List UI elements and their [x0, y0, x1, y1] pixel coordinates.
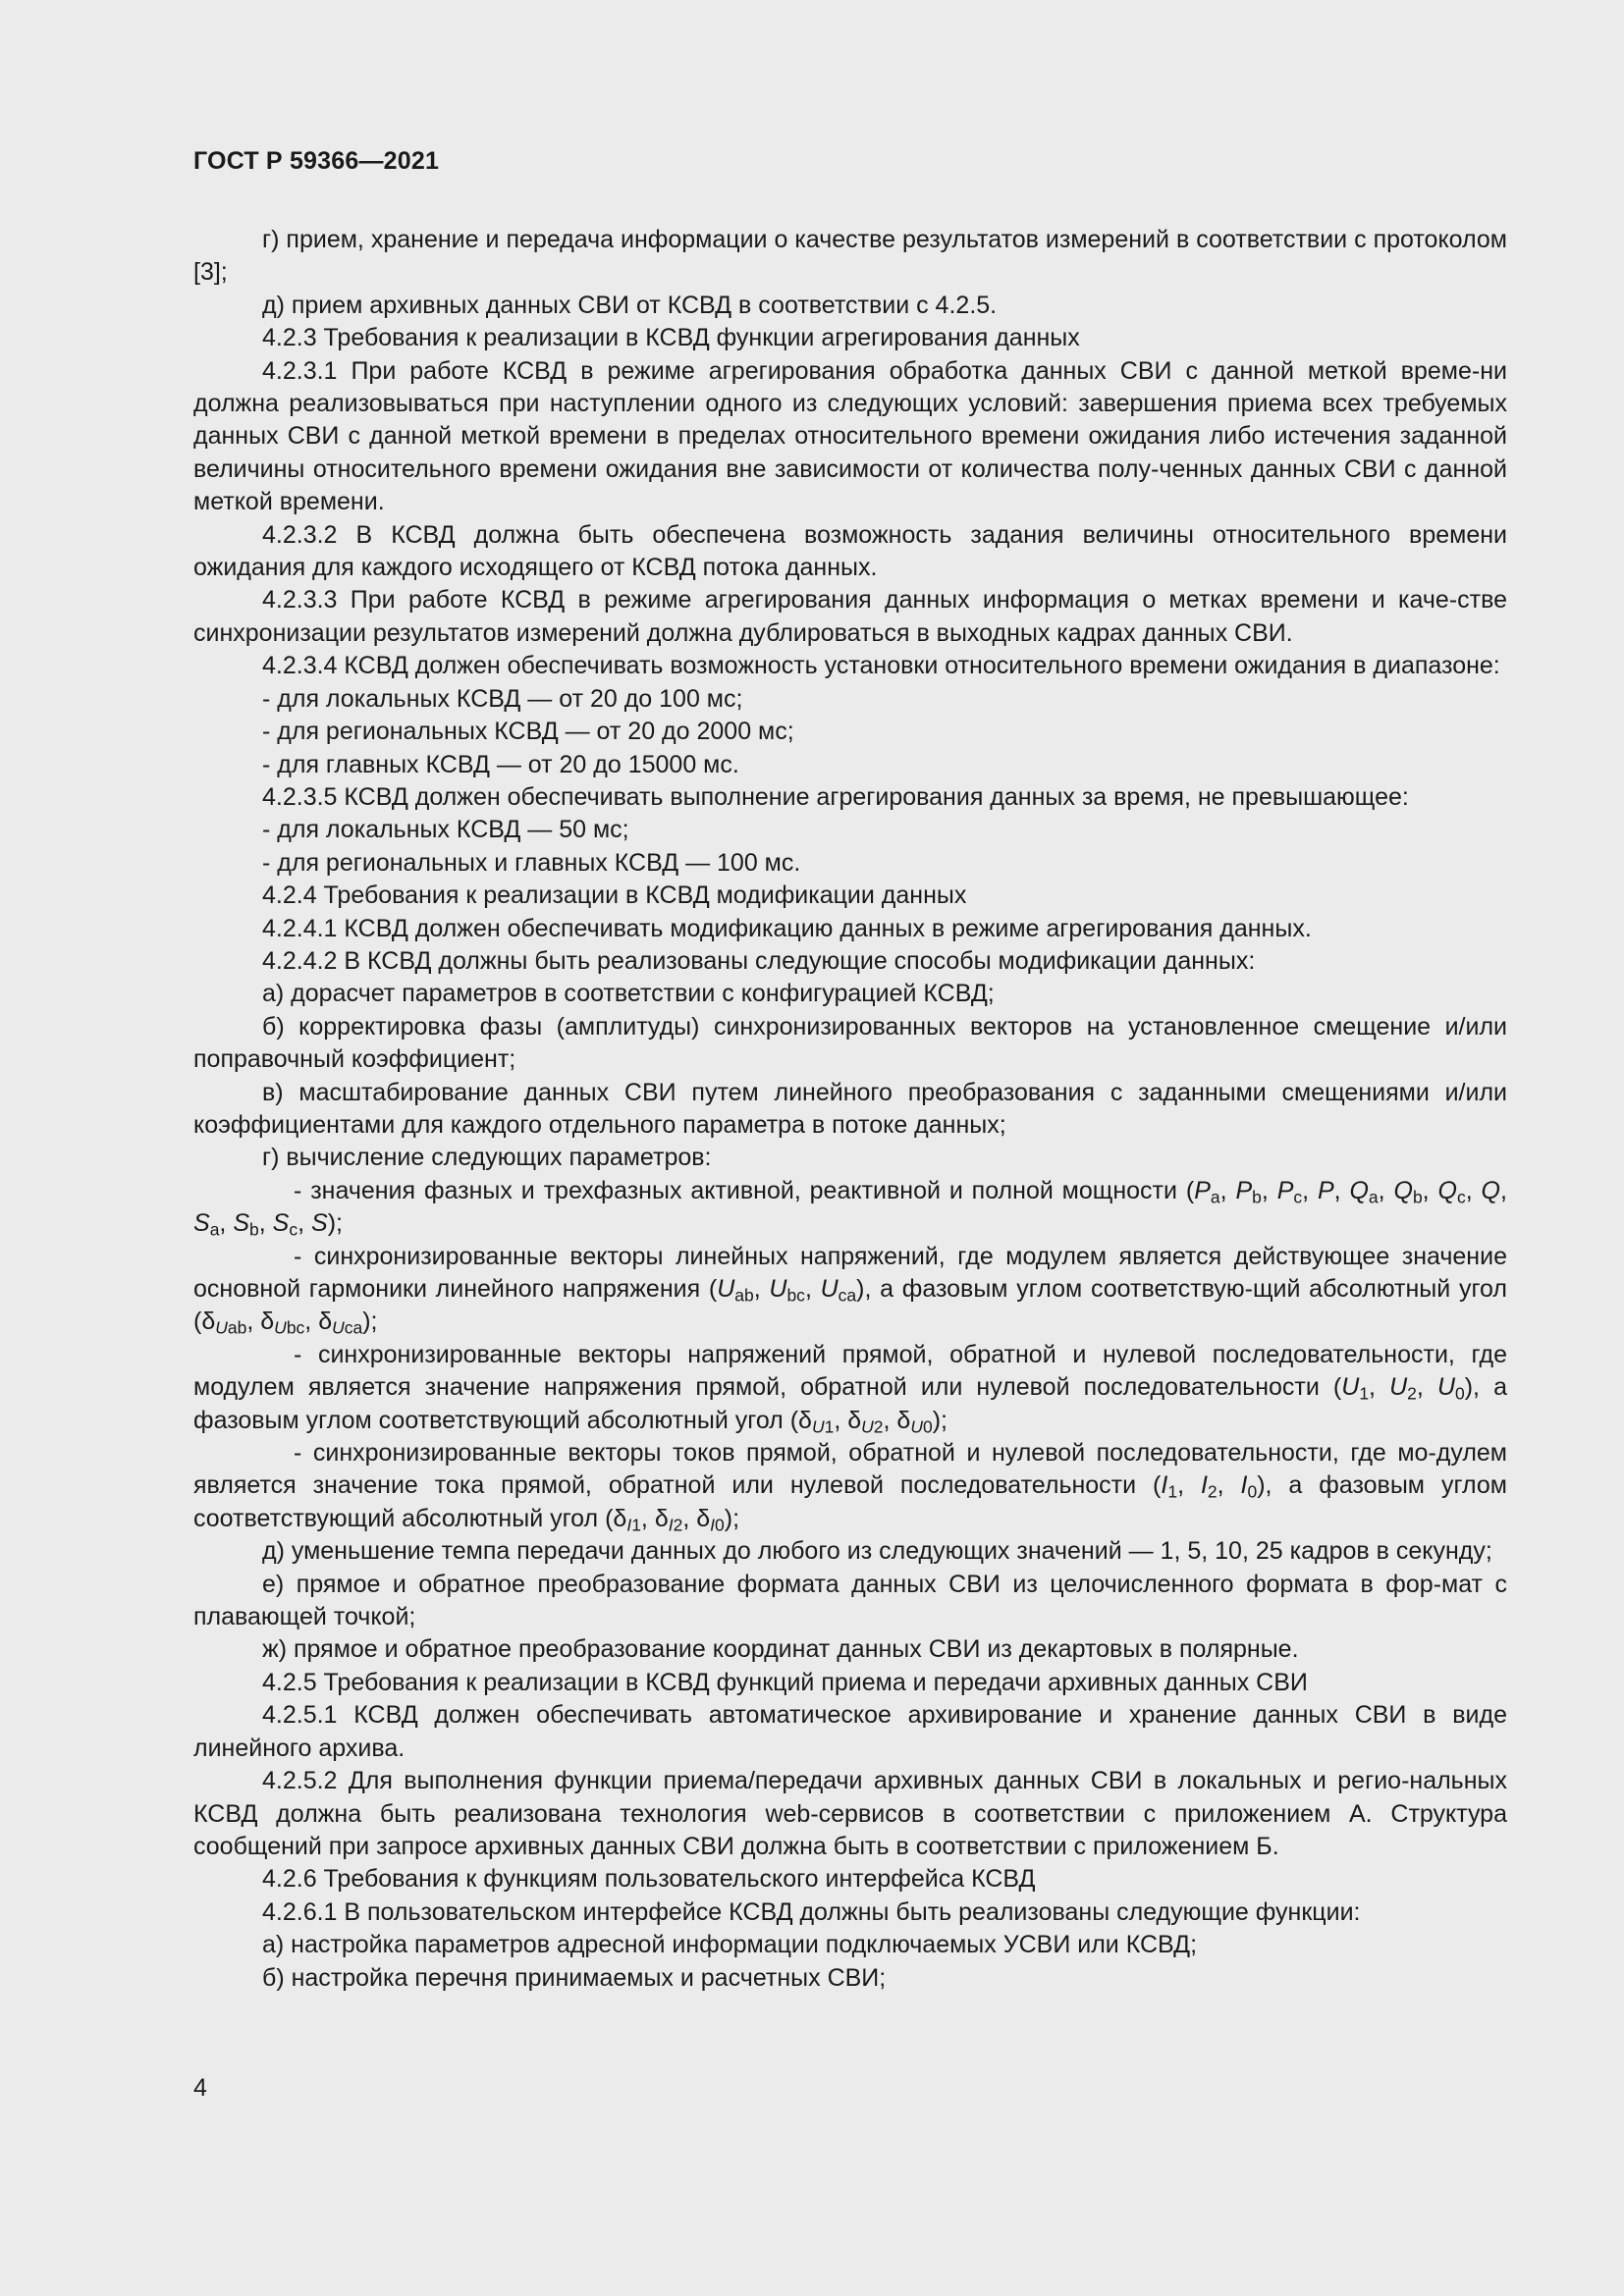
paragraph: 4.2.3.4 КСВД должен обеспечивать возможность установки относительного времени ожидания в диапазоне:	[262, 652, 1500, 680]
paragraph: е) прямое и обратное преобразование формата данных СВИ из целочисленного формата в фор-мат с плавающей точкой;	[193, 1570, 1507, 1631]
paragraph: ж) прямое и обратное преобразование координат данных СВИ из декартовых в полярные.	[262, 1635, 1299, 1664]
paragraph: 4.2.6.1 В пользовательском интерфейсе КСВД должны быть реализованы следующие функции:	[262, 1897, 1361, 1926]
paragraph: 4.2.6 Требования к функциям пользовательского интерфейса КСВД	[262, 1865, 1036, 1894]
document-header: ГОСТ Р 59366—2021	[193, 147, 440, 175]
paragraph: г) прием, хранение и передача информации о качестве результатов измерений в соответствии с протоколом [3];	[193, 226, 1507, 287]
paragraph: б) корректировка фазы (амплитуды) синхронизированных векторов на установленное смещение и/или поправочный коэффициент;	[193, 1012, 1507, 1074]
paragraph: д) уменьшение темпа передачи данных до любого из следующих значений — 1, 5, 10, 25 кадров в секунду;	[262, 1537, 1492, 1566]
paragraph: д) прием архивных данных СВИ от КСВД в соответствии с 4.2.5.	[262, 291, 998, 319]
paragraph: 4.2.4 Требования к реализации в КСВД модификации данных	[262, 881, 967, 910]
document-body	[193, 224, 1507, 1995]
paragraph: б) настройка перечня принимаемых и расчетных СВИ;	[262, 1963, 887, 1992]
paragraph: - для локальных КСВД — 50 мс;	[262, 816, 629, 844]
paragraph: 4.2.3.3 При работе КСВД в режиме агрегирования данных информация о метках времени и каче-стве синхронизации результатов измерений должна дублироваться в выходных кадрах данных СВИ.	[193, 586, 1507, 647]
paragraph: 4.2.5.1 КСВД должен обеспечивать автоматическое архивирование и хранение данных СВИ в виде линейного архива.	[193, 1701, 1507, 1762]
paragraph: 4.2.3.2 В КСВД должна быть обеспечена возможность задания величины относительного времени ожидания для каждого исходящего от КСВД потока данных.	[193, 520, 1507, 582]
paragraph: 4.2.3.5 КСВД должен обеспечивать выполнение агрегирования данных за время, не превышающее:	[262, 782, 1409, 811]
paragraph: 4.2.5.2 Для выполнения функции приема/передачи архивных данных СВИ в локальных и регио-нальных КСВД должна быть реализована технология web-сервисов в соответствии с приложением А. Структура сообщений при запросе архивных данных СВИ должна быть в соответствии с приложением Б.	[193, 1767, 1507, 1860]
paragraph: - синхронизированные векторы токов прямой, обратной и нулевой последовательности, где мо-дулем является значение тока прямой, обратной или нулевой последовательности ($I_1$, $I_2$, $I_0$), а фазовым углом соответствующий абсолютный угол ($\delta_{I1}$, $\delta_{I2}$, $\delta_{I0}$);	[193, 1439, 1507, 1535]
paragraph: в) масштабирование данных СВИ путем линейного преобразования с заданными смещениями и/или коэффициентами для каждого отдельного параметра в потоке данных;	[193, 1078, 1507, 1139]
paragraph: 4.2.3.1 При работе КСВД в режиме агрегирования обработка данных СВИ с данной меткой време-ни должна реализовываться при наступлении одного из следующих условий: завершения приема всех требуемых данных СВИ с данной меткой времени в пределах относительного времени ожидания либо истечения заданной величины относительного времени ожидания вне зависимости от количества полу-ченных данных СВИ с данной меткой времени.	[193, 356, 1507, 516]
paragraph: а) дорасчет параметров в соответствии с конфигурацией КСВД;	[262, 980, 995, 1008]
paragraph: - для региональных КСВД — от 20 до 2000 мс;	[262, 718, 794, 746]
paragraph: 4.2.4.1 КСВД должен обеспечивать модификацию данных в режиме агрегирования данных.	[262, 914, 1312, 942]
paragraph: - значения фазных и трехфазных активной, реактивной и полной мощности ($P_a$, $P_b$, $P_c$, P, $Q_a$, $Q_b$, $Q_c$, Q, $S_a$, $S_b$, $S_c$, S);	[193, 1176, 1507, 1240]
paragraph: - для региональных и главных КСВД — 100 мс.	[262, 848, 801, 877]
page-number: 4	[193, 2074, 207, 2102]
paragraph: 4.2.3 Требования к реализации в КСВД функции агрегирования данных	[262, 324, 1080, 352]
paragraph: 4.2.4.2 В КСВД должны быть реализованы следующие способы модификации данных:	[262, 946, 1256, 975]
paragraph: 4.2.5 Требования к реализации в КСВД функций приема и передачи архивных данных СВИ	[262, 1668, 1308, 1696]
paragraph: - синхронизированные векторы напряжений прямой, обратной и нулевой последовательности, где модулем является значение напряжения прямой, обратной или нулевой последовательности ($U_1$, $U_2$, $U_0$), а фазовым углом соответствующий абсолютный угол ($\delta_{U1}$, $\delta_{U2}$, $\delta_{U0}$);	[193, 1340, 1507, 1436]
paragraph: - для локальных КСВД — от 20 до 100 мс;	[262, 684, 743, 713]
paragraph: г) вычисление следующих параметров:	[262, 1144, 712, 1172]
paragraph: - синхронизированные векторы линейных напряжений, где модулем является действующее значение основной гармоники линейного напряжения ($U_{ab}$, $U_{bc}$, $U_{ca}$), а фазовым углом соответствую-щий абсолютный угол ($\delta_{Uab}$, $\delta_{Ubc}$, $\delta_{Uca}$);	[193, 1242, 1507, 1338]
paragraph: а) настройка параметров адресной информации подключаемых УСВИ или КСВД;	[262, 1931, 1198, 1959]
paragraph: - для главных КСВД — от 20 до 15000 мс.	[262, 750, 739, 778]
